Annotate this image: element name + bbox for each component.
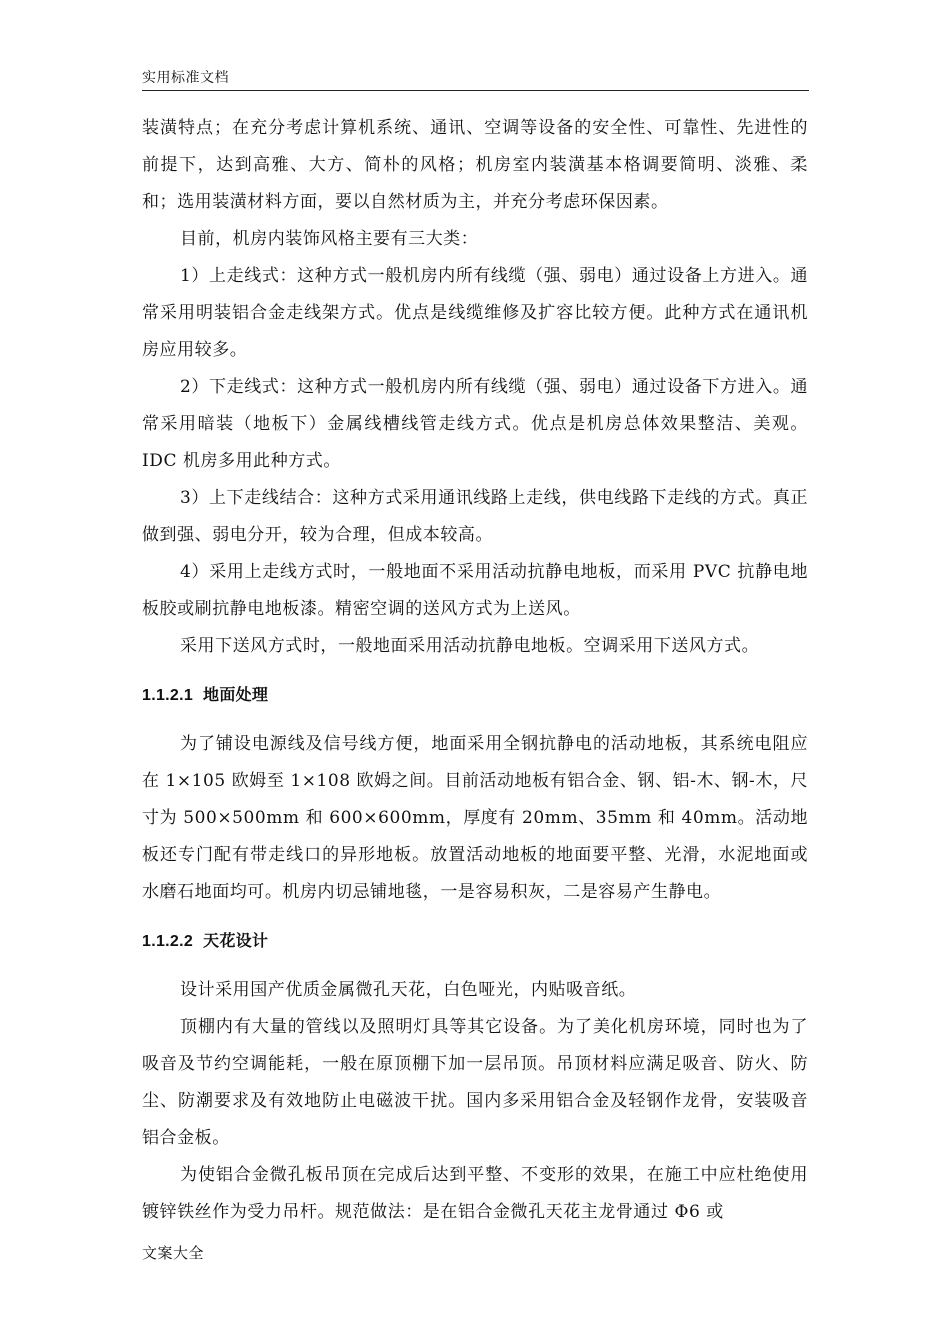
paragraph-raised-floor: 为了铺设电源线及信号线方便，地面采用全钢抗静电的活动地板，其系统电阻应在 1×105 欧姆至 1×108 欧姆之间。目前活动地板有铝合金、钢、铝-木、钢-木，尺寸为 500×500mm 和 600×600mm，厚度有 20mm、35mm 和 40mm。活动地板还专门配有带走线口的异形地板。放置活动地板的地面要平整、光滑，水泥地面或水磨石地面均可。机房内切忌铺地毯，一是容易积灰，二是容易产生静电。 [142, 734, 808, 902]
paragraph-combined-wiring: 3）上下走线结合：这种方式采用通讯线路上走线，供电线路下走线的方式。真正做到强、弱电分开，较为合理，但成本较高。 [142, 488, 808, 545]
header-title: 实用标准文档 [142, 70, 229, 86]
paragraph-overhead-floor: 4）采用上走线方式时，一般地面不采用活动抗静电地板，而采用 PVC 抗静电地板胶或刷抗静电地板漆。精密空调的送风方式为上送风。 [142, 562, 808, 619]
paragraph-decoration-features: 装潢特点；在充分考虑计算机系统、通讯、空调等设备的安全性、可靠性、先进性的前提下，达到高雅、大方、简朴的风格；机房室内装潢基本格调要简明、淡雅、柔和；选用装潢材料方面，要以自然材质为主，并充分考虑环保因素。 [142, 118, 808, 212]
paragraph-suspended-ceiling: 顶棚内有大量的管线以及照明灯具等其它设备。为了美化机房环境，同时也为了吸音及节约空调能耗，一般在原顶棚下加一层吊顶。吊顶材料应满足吸音、防火、防尘、防潮要求及有效地防止电磁波干扰。国内多采用铝合金及轻钢作龙骨，安装吸音铝合金板。 [142, 1017, 808, 1148]
paragraph-overhead-wiring: 1）上走线式：这种方式一般机房内所有线缆（强、弱电）通过设备上方进入。通常采用明装铝合金走线架方式。优点是线缆维修及扩容比较方便。此种方式在通讯机房应用较多。 [142, 266, 808, 360]
section-heading-floor [142, 665, 808, 726]
paragraph-style-intro: 目前，机房内装饰风格主要有三大类： [180, 229, 479, 249]
document-body [142, 110, 808, 1231]
section-number: 1.1.2.2 [142, 933, 194, 950]
section-number: 1.1.2.1 [142, 687, 194, 704]
page-header [142, 64, 809, 91]
paragraph-downflow-air: 采用下送风方式时，一般地面采用活动抗静电地板。空调采用下送风方式。 [180, 636, 760, 656]
page-footer: 文案大全 [142, 1244, 205, 1262]
section-title: 天花设计 [203, 933, 269, 950]
paragraph-hanger-rods: 为使铝合金微孔板吊顶在完成后达到平整、不变形的效果，在施工中应杜绝使用镀锌铁丝作为受力吊杆。规范做法：是在铝合金微孔天花主龙骨通过 Φ6 或 [142, 1165, 808, 1222]
section-title: 地面处理 [203, 687, 269, 704]
section-heading-ceiling [142, 911, 808, 972]
paragraph-ceiling-material: 设计采用国产优质金属微孔天花，白色哑光，内贴吸音纸。 [180, 980, 637, 1000]
paragraph-underfloor-wiring: 2）下走线式：这种方式一般机房内所有线缆（强、弱电）通过设备下方进入。通常采用暗装（地板下）金属线槽线管走线方式。优点是机房总体效果整洁、美观。IDC 机房多用此种方式。 [142, 377, 808, 471]
